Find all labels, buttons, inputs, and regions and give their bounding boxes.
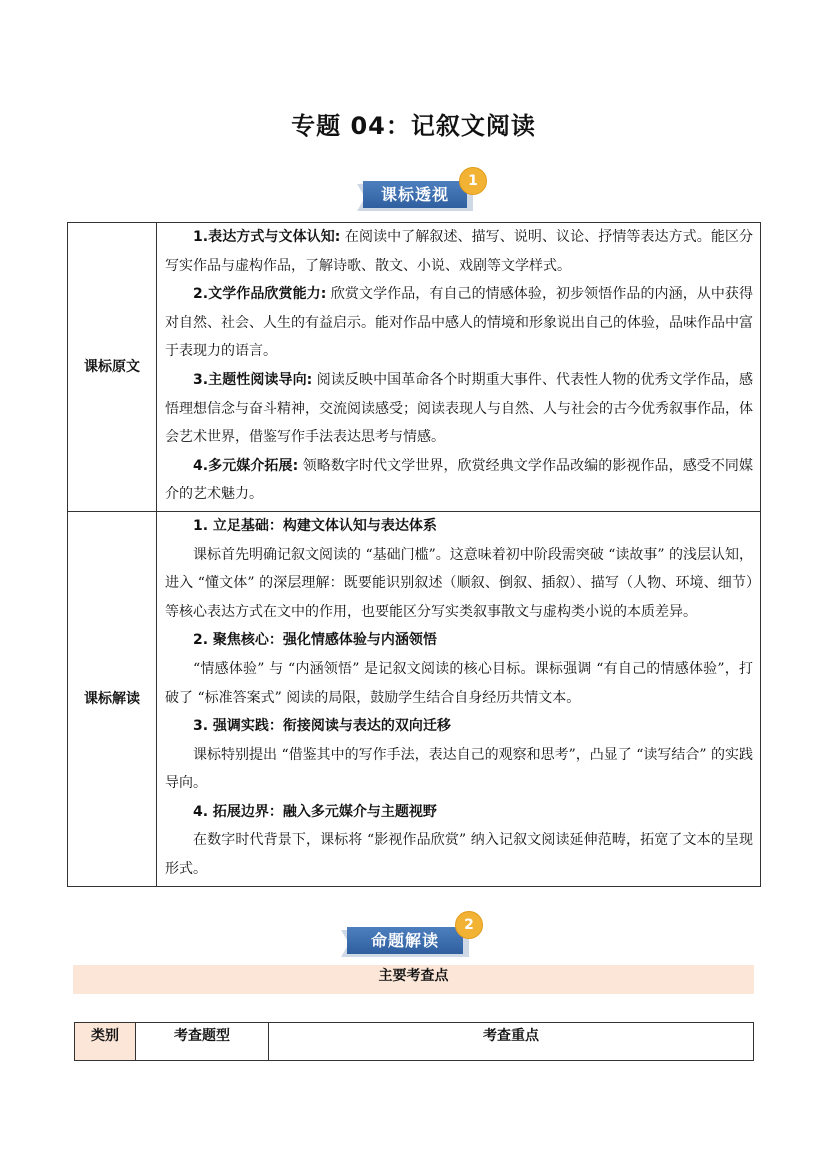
section-banner-kebiao	[357, 173, 478, 211]
badge-number-icon: 1	[459, 167, 487, 195]
header-focus: 考查重点	[269, 1023, 754, 1061]
item-text: 欣赏文学作品，有自己的情感体验，初步领悟作品的内涵，从中获得对自然、社会、人生的有益启示。能对作品中感人的情境和形象说出自己的体验，品味作品中富于表现力的语言。	[165, 286, 753, 360]
item-text: 阅读反映中国革命各个时期重大事件、代表性人物的优秀文学作品，感悟理想信念与奋斗精神，交流阅读感受；阅读表现人与自然、人与社会的古今优秀叙事作品，体会艺术世界，借鉴写作手法表达思考与情感。	[165, 371, 753, 446]
item-heading: 1.表达方式与文体认知:	[193, 229, 341, 245]
subheading: 3. 强调实践：衔接阅读与表达的双向迁移	[193, 718, 451, 735]
paragraph: “情感体验” 与 “内涵领悟” 是记叙文阅读的核心目标。课标强调 “有自己的情感体验”，打破了 “标准答案式” 阅读的局限，鼓励学生结合自身经历共情文本。	[165, 660, 753, 706]
subheading: 4. 拓展边界：融入多元媒介与主题视野	[193, 803, 437, 820]
row-content-original	[157, 223, 761, 512]
page-title: 专题 04：记叙文阅读	[291, 112, 536, 140]
badge-number-icon: 2	[455, 911, 483, 939]
row-label-interpretation: 课标解读	[68, 511, 157, 886]
row-content-interpretation	[157, 511, 761, 886]
table-header-row	[75, 1023, 754, 1061]
paragraph: 在数字时代背景下，课标将 “影视作品欣赏” 纳入记叙文阅读延伸范畴，拓宽了文本的呈现形式。	[165, 832, 753, 878]
list-item	[165, 223, 753, 280]
header-question-type: 考查题型	[136, 1023, 269, 1061]
table-row	[68, 223, 761, 512]
item-text: 领略数字时代文学世界，欣赏经典文学作品改编的影视作品，感受不同媒介的艺术魅力。	[165, 457, 753, 503]
paragraph: 课标首先明确记叙文阅读的 “基础门槛”。这意味着初中阶段需突破 “读故事” 的浅层认知，进入 “懂文体” 的深层理解：既要能识别叙述（顺叙、倒叙、插叙）、描写（人物、环境、细节）等核心表达方式在文中的作用，也要能区分写实类叙事散文与虚构类小说的本质差异。	[165, 546, 753, 620]
banner-label: 命题解读	[347, 927, 463, 954]
banner-label: 课标透视	[363, 181, 467, 208]
list-item	[165, 366, 753, 452]
paragraph: 课标特别提出 “借鉴其中的写作手法，表达自己的观察和思考”，凸显了 “读写结合” 的实践导向。	[165, 746, 753, 792]
section-banner-mingti	[341, 917, 474, 957]
item-heading: 3.主题性阅读导向:	[193, 371, 313, 388]
list-item	[165, 452, 753, 509]
row-label-original: 课标原文	[68, 223, 157, 512]
item-heading: 2.文学作品欣赏能力:	[193, 286, 327, 303]
list-item	[165, 280, 753, 366]
curriculum-table	[67, 222, 761, 887]
subheading: 1. 立足基础：构建文体认知与表达体系	[193, 517, 437, 534]
section-bar-title: 主要考查点	[73, 965, 754, 994]
table-row	[68, 511, 761, 886]
item-text: 在阅读中了解叙述、描写、说明、议论、抒情等表达方式。能区分写实作品与虚构作品，了解诗歌、散文、小说、戏剧等文学样式。	[165, 229, 753, 274]
subheading: 2. 聚焦核心：强化情感体验与内涵领悟	[193, 632, 437, 649]
header-category: 类别	[75, 1023, 136, 1061]
item-heading: 4.多元媒介拓展:	[193, 457, 299, 474]
exam-points-table	[74, 1022, 754, 1061]
